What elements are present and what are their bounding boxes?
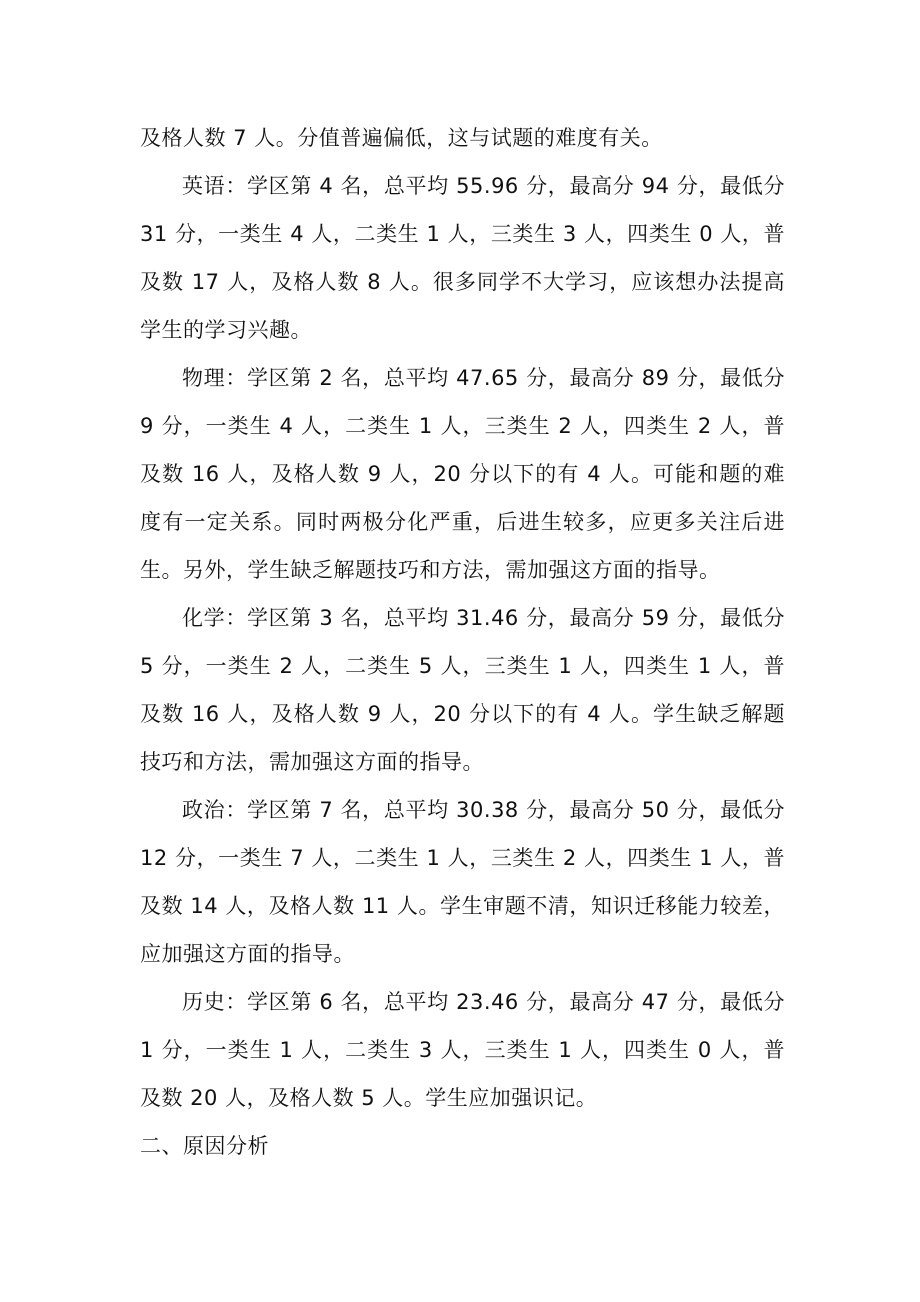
paragraph-chemistry: 化学：学区第 3 名，总平均 31.46 分，最高分 59 分，最低分 5 分，一类生 2 人，二类生 5 人，三类生 1 人，四类生 1 人，普及数 16 人，及格人数 9 人，20 分以下的有 4 人。学生缺乏解题技巧和方法，需加强这方面的指导。 xyxy=(140,606,785,774)
document-body xyxy=(140,114,785,1170)
paragraph-politics: 政治：学区第 7 名，总平均 30.38 分，最高分 50 分，最低分 12 分，一类生 7 人，二类生 1 人，三类生 2 人，四类生 1 人，普及数 14 人，及格人数 11 人。学生审题不清，知识迁移能力较差，应加强这方面的指导。 xyxy=(140,798,785,966)
paragraph-english: 英语：学区第 4 名，总平均 55.96 分，最高分 94 分，最低分 31 分，一类生 4 人，二类生 1 人，三类生 3 人，四类生 0 人，普及数 17 人，及格人数 8 人。很多同学不大学习，应该想办法提高学生的学习兴趣。 xyxy=(140,174,785,342)
section-heading: 二、原因分析 xyxy=(140,1134,269,1158)
paragraph-physics: 物理：学区第 2 名，总平均 47.65 分，最高分 89 分，最低分 9 分，一类生 4 人，二类生 1 人，三类生 2 人，四类生 2 人，普及数 16 人，及格人数 9 人，20 分以下的有 4 人。可能和题的难度有一定关系。同时两极分化严重，后进生较多，应更多关注后进生。另外，学生缺乏解题技巧和方法，需加强这方面的指导。 xyxy=(140,366,785,582)
paragraph-history: 历史：学区第 6 名，总平均 23.46 分，最高分 47 分，最低分 1 分，一类生 1 人，二类生 3 人，三类生 1 人，四类生 0 人，普及数 20 人，及格人数 5 人。学生应加强识记。 xyxy=(140,990,785,1110)
paragraph-continuation: 及格人数 7 人。分值普遍偏低，这与试题的难度有关。 xyxy=(140,126,663,150)
